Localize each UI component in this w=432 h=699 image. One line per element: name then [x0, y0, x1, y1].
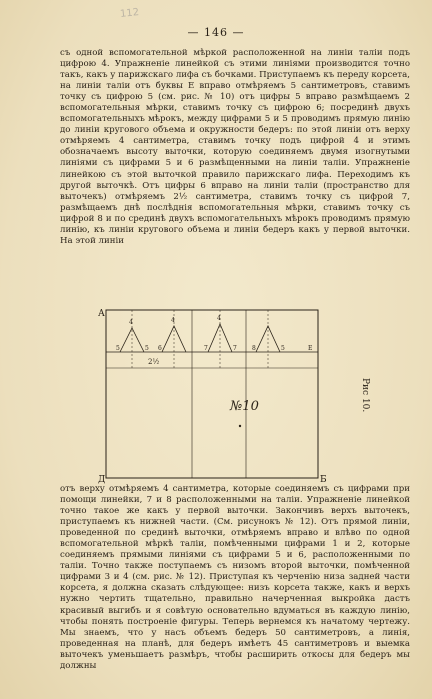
waist-label: 7	[233, 345, 237, 352]
waist-label: 5	[116, 345, 120, 352]
figure-caption: Рис 10.	[360, 378, 370, 413]
side-label: Е	[308, 345, 313, 352]
pencil-note: 112	[119, 7, 140, 20]
center-dot	[239, 425, 241, 427]
waist-label: 8	[252, 345, 256, 352]
corner-label-top-left: А	[98, 309, 105, 319]
waist-label: 5	[281, 345, 285, 352]
body-text-top	[60, 48, 410, 306]
waist-label: 7	[204, 345, 208, 352]
body-text-bottom	[60, 484, 410, 689]
pattern-drawing-figure	[96, 306, 336, 484]
waist-label: 6	[158, 345, 162, 352]
peak-label: 4	[171, 317, 175, 324]
peak-label: 4	[217, 315, 221, 322]
pattern-diagram	[96, 306, 336, 484]
corner-label-bottom-right: Б	[320, 475, 327, 484]
paragraph: отъ верху отмѣряемъ 4 сантиметра, которые соединяемъ съ цифрами при помощи линейки, 7 и 8 расположенными на таліи. Упражненіе линейкой точно такое же какъ у первой выточки. Закончивъ верхъ выточекъ, приступаемъ къ нижней части. (См. рисунокъ № 12). Отъ прямой линіи, проведенной по срединѣ выточки, отмѣряемъ вправо и влѣво по одной вспомогательной мѣркѣ таліи, помѣченными цифрами 1 и 2, которые соединяемъ прямыми линіями съ цифрами 5 и 6, расположенными по таліи. Точно также поступаемъ съ низомъ второй выточки, помѣченной цифрами 3 и 4 (см. рис. № 12). Приступая къ черченію низа задней части корсета, я должна сказать слѣдующее: низъ корсета также, какъ и верхъ нужно чертить тщательно, правильно начерченная выкройка дастъ красивый выгибъ и я совѣтую основательно вдуматься въ каждую линію, чтобы понять построеніе фигуры. Теперь вернемся къ начатому чертежу. Мы знаемъ, что у насъ объемъ бедеръ 50 сантиметровъ, а линія, проведенная на планѣ, для бедеръ имѣетъ 45 сантиметровъ и выемка выточекъ уменьшаетъ размѣръ, чтобы расширить откосы для бедеръ мы должны	[60, 484, 410, 671]
frame-rect	[106, 310, 318, 478]
page-number: — 146 —	[187, 26, 245, 39]
paragraph: съ одной вспомогательной мѣркой расположенной на линіи таліи подъ цифрою 4. Упражненіе линейкой съ этими линіями производится точно такъ, какъ у парижскаго лифа съ бочками. Приступаемъ къ переду корсета, на линіи таліи отъ буквы Е вправо отмѣряемъ 5 сантиметровъ, ставимъ точку съ цифрою 5 (см. рис. № 10) отъ цифры 5 вправо размѣщаемъ 2 вспомогательныя мѣрки, ставимъ точку съ цифрою 6; посрединѣ двухъ вспомогательныхъ мѣрокъ, между цифрами 5 и 5 проводимъ прямую линію до линіи кругового объема и окружности бедеръ: по этой линіи отъ верху отмѣряемъ 4 сантиметра, ставимъ точку подъ цифрой 4 и этимъ обозначаемъ высоту выточки, которую соединяемъ двумя изогнутыми линіями съ цифрами 5 и 6 размѣщенными на линіи таліи. Упражненіе линейкою съ этой выточкой правило парижскаго лифа. Переходимъ къ другой выточкѣ. Отъ цифры 6 вправо на линіи таліи (пространство для выточекъ) отмѣряемъ 2½ сантиметра, ставимъ точку съ цифрой 7, размѣщаемъ днѣ послѣднія вспомогательныя мѣрки, ставимъ точку съ цифрой 8 и по срединѣ двухъ вспомогательныхъ мѣрокъ проводимъ прямую линію, къ линіи кругового объема и линіи бедеръ какъ у первой выточки. На этой линіи	[60, 48, 410, 246]
waist-label: 5	[145, 345, 149, 352]
figure-center-label: №10	[230, 399, 259, 414]
corner-label-bottom-left: Д	[98, 475, 106, 484]
peak-label: 4	[129, 319, 133, 326]
fraction-label: 2½	[148, 358, 160, 366]
